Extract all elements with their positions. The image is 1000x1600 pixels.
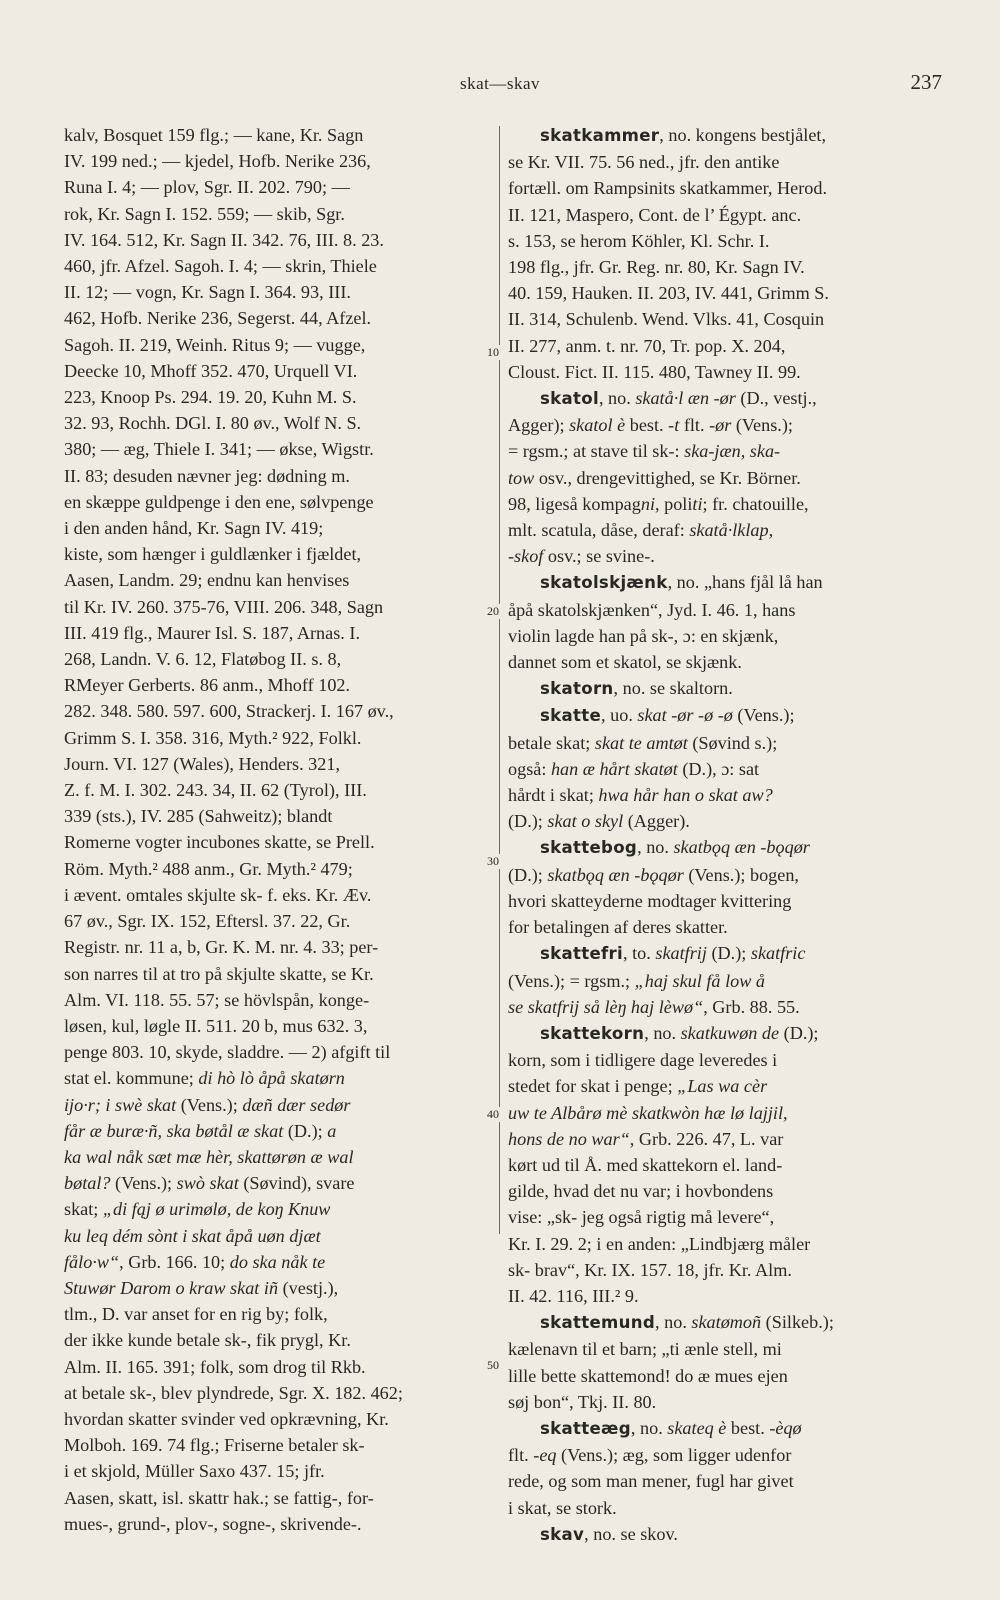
left_column-line — [64, 1170, 496, 1196]
dialect-form: skatå·lklap, — [689, 520, 774, 541]
line-text: , no. — [644, 1022, 681, 1043]
left_column-line — [64, 1327, 496, 1353]
dialect-form: skatømoñ — [691, 1312, 762, 1333]
right_column-line — [508, 359, 940, 385]
left_column-line — [64, 803, 496, 829]
right_column-line — [508, 1495, 940, 1521]
line-text: II. 42. 116, III.² 9. — [508, 1285, 639, 1306]
line-text: se Kr. VII. 75. 56 ned., jfr. den antike — [508, 152, 780, 173]
right_column-line — [508, 940, 940, 967]
right_column-line — [508, 1521, 940, 1548]
entry-headword: skatorn — [540, 679, 614, 699]
line-text: , uo. — [601, 705, 638, 726]
left_column-line — [64, 515, 496, 541]
line-text: (Agger). — [623, 811, 690, 832]
line-number: 30 — [487, 854, 499, 868]
right_column-line — [508, 1204, 940, 1230]
dialect-form: fålo·w“ — [64, 1251, 120, 1272]
line-text: II. 277, anm. t. nr. 70, Tr. pop. X. 204, — [508, 335, 786, 356]
right_column-line — [508, 1363, 940, 1389]
line-text: i et skjold, Müller Saxo 437. 15; jfr. — [64, 1461, 325, 1482]
line-text: (Vens.); — [110, 1173, 177, 1194]
left_column-line — [64, 1144, 496, 1170]
line-text: betale skat; — [508, 732, 595, 753]
right_column-line — [508, 914, 940, 940]
line-text: tlm., D. var anset for en rig by; folk, — [64, 1304, 328, 1325]
line-text: IV. 164. 512, Kr. Sagn II. 342. 76, III. 8. 23. — [64, 229, 384, 250]
line-text: Alm. VI. 118. 55. 57; se hövlspån, konge- — [64, 989, 370, 1010]
entry-headword: skatteæg — [540, 1418, 631, 1438]
right_column-line — [508, 149, 940, 175]
page-number: 237 — [910, 70, 942, 94]
entry-headword: skatolskjænk — [540, 573, 668, 593]
right_column-line — [508, 465, 940, 491]
right_column-line — [508, 438, 940, 464]
right_column-line — [508, 888, 940, 914]
line-text: Cloust. Fict. II. 115. 480, Tawney II. 99. — [508, 361, 801, 382]
dialect-form: se skatfrij så lèŋ haj lèwø“ — [508, 996, 704, 1017]
left_column-line — [64, 305, 496, 331]
dialect-form: hons de no war“ — [508, 1128, 630, 1149]
line-text: åpå skatolskjænken“, Jyd. I. 46. 1, hans — [508, 599, 796, 620]
line-text: i skat, se stork. — [508, 1497, 617, 1518]
entry-headword: skatte — [540, 706, 602, 726]
dialect-form: skatfrij — [655, 943, 707, 964]
right_column-line — [508, 1126, 940, 1152]
dialect-form: skatå·l æn -ør — [635, 388, 736, 409]
running-head: skat—skav — [459, 74, 541, 93]
dialect-form: ku leq dém sònt i skat åpå uøn djæt — [64, 1225, 321, 1246]
line-text: best. — [625, 415, 669, 436]
right_column-line — [508, 808, 940, 834]
line-text: vise: „sk- jeg også rigtig må levere“, — [508, 1207, 775, 1228]
left_column-line — [64, 1406, 496, 1432]
right_column-line — [508, 280, 940, 306]
line-text: (Søvind s.); — [687, 732, 778, 753]
left_column-line — [64, 777, 496, 803]
left_column-line — [64, 1458, 496, 1484]
dialect-form: uw te Albårø mè skatkwòn hæ lø lajjil, — [508, 1102, 788, 1123]
right_column-line — [508, 228, 940, 254]
column-divider — [499, 126, 500, 1234]
line-text: (Vens.); — [732, 705, 795, 726]
dialect-form: bøtal? — [64, 1173, 111, 1194]
right_column-line — [508, 968, 940, 994]
dialect-form: di hò lò åpå skatørn — [198, 1068, 345, 1089]
line-text: hvori skatteyderne modtager kvittering — [508, 890, 792, 911]
left_column-line — [64, 961, 496, 987]
line-text: Runa I. 4; — plov, Sgr. II. 202. 790; — — [64, 177, 350, 198]
entry-headword: skattemund — [540, 1313, 656, 1333]
line-text: Sagoh. II. 219, Weinh. Ritus 9; — vugge, — [64, 334, 366, 355]
left_column-line — [64, 410, 496, 436]
right-column — [508, 122, 940, 1548]
line-text: (vestj.), — [278, 1277, 339, 1298]
line-text: 462, Hofb. Nerike 236, Segerst. 44, Afzel. — [64, 308, 372, 329]
left_column-line — [64, 672, 496, 698]
line-text: der ikke kunde betale sk-, fik prygl, Kr. — [64, 1330, 351, 1351]
left_column-line — [64, 541, 496, 567]
dialect-form: skatkuwøn de — [680, 1022, 780, 1043]
left_column-line — [64, 122, 496, 148]
dialect-form: hwa hår han o skat aw? — [598, 785, 773, 806]
line-text: son narres til at tro på skjulte skatte, se Kr. — [64, 963, 374, 984]
right_column-line — [508, 543, 940, 569]
right_column-line — [508, 333, 940, 359]
line-text: (Vens.); = rgsm.; — [508, 970, 635, 991]
right_column-line — [508, 675, 940, 702]
right_column-line — [508, 1047, 940, 1073]
left_column-line — [64, 148, 496, 174]
dialect-form: ska-jæn, ska- — [684, 441, 781, 462]
line-text: , no. — [630, 1417, 668, 1438]
line-text: rok, Kr. Sagn I. 152. 559; — skib, Sgr. — [64, 203, 345, 224]
line-text: Grimm S. I. 358. 316, Myth.² 922, Folkl. — [64, 727, 362, 748]
right_column-line — [508, 649, 940, 675]
line-text: ; fr. chatouille, — [702, 493, 809, 514]
line-text: , no. se skaltorn. — [613, 678, 733, 699]
line-text: (D.); — [706, 943, 751, 964]
line-text: rede, og som man mener, fugl har givet — [508, 1471, 794, 1492]
left_column-line — [64, 201, 496, 227]
right_column-line — [508, 385, 940, 412]
line-text: , Grb. 88. 55. — [703, 996, 800, 1017]
line-text: (Vens.); æg, som ligger udenfor — [556, 1445, 792, 1466]
line-text: s. 153, se herom Köhler, Kl. Schr. I. — [508, 230, 770, 251]
line-text: hårdt i skat; — [508, 785, 599, 806]
line-text: 282. 348. 580. 597. 600, Strackerj. I. 167 øv., — [64, 701, 394, 722]
left_column-line — [64, 594, 496, 620]
right_column-line — [508, 862, 940, 888]
line-text: 98, ligeså kompag — [508, 493, 641, 514]
line-text: flt. — [679, 415, 710, 436]
line-text: , no. „hans fjål lå han — [667, 572, 823, 593]
left_column-line — [64, 698, 496, 724]
line-text: kiste, som hænger i guldlænker i fjældet, — [64, 544, 362, 565]
right_column-line — [508, 834, 940, 861]
dialect-form: „di fąj ø urimølø, de koŋ Knuw — [102, 1199, 331, 1220]
left_column-line — [64, 1432, 496, 1458]
dialect-form: skat -ør -ø -ø — [637, 705, 733, 726]
line-text: Röm. Myth.² 488 anm., Gr. Myth.² 479; — [64, 858, 353, 879]
line-text: Molboh. 169. 74 flg.; Friserne betaler sk- — [64, 1435, 365, 1456]
right_column-line — [508, 1073, 940, 1099]
line-text: Z. f. M. I. 302. 243. 34, II. 62 (Tyrol), III. — [64, 780, 367, 801]
dialect-form: ni — [640, 493, 656, 514]
left_column-line — [64, 987, 496, 1013]
right_column-line — [508, 756, 940, 782]
line-number: 20 — [487, 604, 499, 618]
dialect-form: a — [327, 1120, 337, 1141]
right_column-line — [508, 1283, 940, 1309]
line-text: kælenavn til et barn; „ti ænle stell, mi — [508, 1339, 782, 1360]
line-text: osv.; se svine-. — [543, 546, 655, 567]
line-text: (D.); — [508, 864, 548, 885]
entry-headword: skattefri — [540, 944, 624, 964]
line-text: (Silkeb.); — [761, 1312, 834, 1333]
entry-headword: skattekorn — [540, 1023, 645, 1043]
line-text: gilde, hvad det nu var; i hovbondens — [508, 1181, 774, 1202]
right_column-line — [508, 1442, 940, 1468]
left_column-line — [64, 1118, 496, 1144]
left_column-line — [64, 1511, 496, 1537]
left_column-line — [64, 384, 496, 410]
dialect-form: skatbǫq æn -bǫqør — [673, 837, 810, 858]
line-text: søj bon“, Tkj. II. 80. — [508, 1391, 657, 1412]
left_column-line — [64, 253, 496, 279]
line-number: 40 — [487, 1107, 499, 1121]
left_column-line — [64, 1354, 496, 1380]
line-text: Alm. II. 165. 391; folk, som drog til Rkb. — [64, 1356, 366, 1377]
left_column-line — [64, 1092, 496, 1118]
left_column-line — [64, 908, 496, 934]
left_column-line — [64, 1275, 496, 1301]
right_column-line — [508, 1100, 940, 1126]
line-text: , no. kongens bestjålet, — [659, 125, 826, 145]
right_column-line — [508, 517, 940, 543]
left_column-line — [64, 489, 496, 515]
line-text: 460, jfr. Afzel. Sagoh. I. 4; — skrin, Thiele — [64, 256, 377, 277]
left_column-line — [64, 1065, 496, 1091]
entry-headword: skattebog — [540, 838, 638, 858]
line-text: kørt ud til Å. med skattekorn el. land- — [508, 1154, 783, 1175]
line-text: mues-, grund-, plov-, sogne-, skrivende-. — [64, 1513, 362, 1534]
line-text: II. 12; — vogn, Kr. Sagn I. 364. 93, III. — [64, 282, 351, 303]
line-text: II. 83; desuden nævner jeg: dødning m. — [64, 465, 350, 486]
line-text: Journ. VI. 127 (Wales), Henders. 321, — [64, 753, 341, 774]
line-text: = rgsm.; at stave til sk-: — [508, 441, 685, 462]
line-text: Agger); — [508, 415, 570, 436]
line-text: 268, Landn. V. 6. 12, Flatøbog II. s. 8, — [64, 649, 342, 670]
line-text: i ævent. omtales skjulte sk- f. eks. Kr. Æv. — [64, 884, 372, 905]
line-text: løsen, kul, løgle II. 511. 20 b, mus 632. 3, — [64, 1015, 368, 1036]
left-column — [64, 122, 496, 1537]
line-text: RMeyer Gerberts. 86 anm., Mhoff 102. — [64, 675, 351, 696]
line-text: 380; — æg, Thiele I. 341; — økse, Wigstr. — [64, 439, 374, 460]
line-text: mlt. scatula, dåse, deraf: — [508, 520, 690, 541]
dialect-form: skatfric — [750, 943, 806, 964]
left_column-line — [64, 1249, 496, 1275]
left_column-line — [64, 1485, 496, 1511]
dialect-form: ti — [692, 493, 703, 514]
line-text: (D.); — [508, 811, 548, 832]
line-text: stedet for skat i penge; — [508, 1076, 678, 1097]
dialect-form: skat te amtøt — [594, 732, 688, 753]
right_column-line — [508, 254, 940, 280]
right_column-line — [508, 1389, 940, 1415]
left_column-line — [64, 725, 496, 751]
right_column-line — [508, 1178, 940, 1204]
line-text: (Vens.); — [731, 415, 793, 436]
right_column-line — [508, 1152, 940, 1178]
left_column-line — [64, 646, 496, 672]
line-number: 10 — [487, 345, 499, 359]
left_column-line — [64, 1301, 496, 1327]
left_column-line — [64, 436, 496, 462]
line-text: at betale sk-, blev plyndrede, Sgr. X. 182. 462; — [64, 1382, 403, 1403]
line-text: stat el. kommune; — [64, 1068, 199, 1089]
right_column-line — [508, 306, 940, 332]
left_column-line — [64, 620, 496, 646]
line-text: 223, Knoop Ps. 294. 19. 20, Kuhn M. S. — [64, 387, 357, 408]
line-number: 50 — [487, 1358, 499, 1372]
dialect-form: skat o skyl — [547, 811, 624, 832]
line-text: skat; — [64, 1199, 103, 1220]
line-text: , no. se skov. — [584, 1523, 678, 1544]
left_column-line — [64, 1039, 496, 1065]
left_column-line — [64, 1380, 496, 1406]
line-text: en skæppe guldpenge i den ene, sølvpenge — [64, 491, 374, 512]
dialect-form: skateq è — [667, 1417, 727, 1438]
line-text: Aasen, skatt, isl. skattr hak.; se fattig-, for- — [64, 1487, 374, 1508]
right_column-line — [508, 491, 940, 517]
right_column-line — [508, 994, 940, 1020]
left_column-line — [64, 1196, 496, 1222]
dialect-form: skatol è — [569, 415, 626, 436]
right_column-line — [508, 1257, 940, 1283]
line-text: , Grb. 166. 10; — [119, 1251, 230, 1272]
dialect-form: -skof — [508, 546, 544, 567]
entry-headword: skatkammer — [540, 126, 660, 145]
line-text: 67 øv., Sgr. IX. 152, Eftersl. 37. 22, Gr. — [64, 911, 351, 932]
dialect-form: dæñ dær sedør — [242, 1094, 351, 1115]
line-text: 339 (sts.), IV. 285 (Sahweitz); blandt — [64, 806, 333, 827]
line-text: (D.), ɔ: sat — [677, 758, 760, 779]
line-text: (D., vestj., — [735, 388, 817, 409]
line-text: IV. 199 ned.; — kjedel, Hofb. Nerike 236, — [64, 151, 371, 172]
line-text: (D.); — [779, 1022, 819, 1043]
right_column-line — [508, 1336, 940, 1362]
line-text: Romerne vogter incubones skatte, se Prell. — [64, 832, 375, 853]
line-text: sk- brav“, Kr. IX. 157. 18, jfr. Kr. Alm. — [508, 1259, 792, 1280]
line-text: , Grb. 226. 47, L. var — [629, 1128, 784, 1149]
right_column-line — [508, 702, 940, 729]
line-text: til Kr. IV. 260. 375-76, VIII. 206. 348, Sagn — [64, 596, 384, 617]
line-text: Registr. nr. 11 a, b, Gr. K. M. nr. 4. 33; per- — [64, 937, 379, 958]
left_column-line — [64, 751, 496, 777]
line-text: korn, som i tidligere dage leveredes i — [508, 1050, 778, 1071]
dialect-form: ka wal nåk sæt mæ hèr, skattørøn æ wal — [64, 1146, 354, 1167]
dialect-form: -eq — [533, 1445, 557, 1466]
line-text: III. 419 flg., Maurer Isl. S. 187, Arnas. I. — [64, 622, 360, 643]
right_column-line — [508, 202, 940, 228]
left_column-line — [64, 358, 496, 384]
left_column-line — [64, 1013, 496, 1039]
line-text: (Vens.); — [176, 1094, 243, 1115]
dialect-form: han æ hårt skatøt — [550, 758, 678, 779]
line-text: best. — [726, 1417, 770, 1438]
dialect-form: Stuwør Darom o kraw skat iñ — [64, 1277, 279, 1298]
dialect-form: -èqø — [769, 1417, 802, 1438]
dialect-form: „haj skul få low å — [634, 970, 765, 991]
right_column-line — [508, 730, 940, 756]
line-text: i den anden hånd, Kr. Sagn IV. 419; — [64, 518, 324, 539]
line-text: dannet som et skatol, se skjænk. — [508, 652, 742, 673]
line-text: for betalingen af deres skatter. — [508, 917, 728, 938]
line-text: 198 flg., jfr. Gr. Reg. nr. 80, Kr. Sagn IV. — [508, 257, 805, 278]
left_column-line — [64, 829, 496, 855]
left_column-line — [64, 882, 496, 908]
left_column-line — [64, 934, 496, 960]
dialect-form: skatbǫq æn -bǫqør — [547, 864, 684, 885]
line-text: Kr. I. 29. 2; i en anden: „Lindbjærg måler — [508, 1233, 811, 1254]
right_column-line — [508, 1231, 940, 1257]
line-text: hvordan skatter svinder ved opkrævning, Kr. — [64, 1408, 389, 1429]
line-text: penge 803. 10, skyde, sladdre. — 2) afgift til — [64, 1042, 391, 1063]
right_column-line — [508, 597, 940, 623]
line-text: fortæll. om Rampsinits skatkammer, Herod. — [508, 178, 828, 199]
right_column-line — [508, 1468, 940, 1494]
right_column-line — [508, 623, 940, 649]
line-text: , poli — [655, 493, 693, 514]
dialect-form: „Las wa cèr — [677, 1076, 768, 1097]
right_column-line — [508, 122, 940, 149]
line-text: , to. — [623, 943, 656, 964]
dialect-form: -t — [668, 415, 680, 436]
dialect-form: swò skat — [176, 1173, 239, 1194]
left_column-line — [64, 332, 496, 358]
left_column-line — [64, 567, 496, 593]
left_column-line — [64, 174, 496, 200]
entry-headword: skav — [540, 1524, 585, 1544]
line-text: Aasen, Landm. 29; endnu kan henvises — [64, 570, 350, 591]
right_column-line — [508, 1415, 940, 1442]
left_column-line — [64, 227, 496, 253]
line-text: 32. 93, Rochh. DGl. I. 80 øv., Wolf N. S. — [64, 413, 362, 434]
dialect-form: tow — [508, 467, 535, 488]
line-text: violin lagde han på sk-, ɔ: en skjænk, — [508, 625, 779, 646]
line-text: II. 121, Maspero, Cont. de l’ Égypt. anc. — [508, 204, 802, 225]
line-text: (Søvind), svare — [238, 1173, 355, 1194]
line-text: (Vens.); bogen, — [683, 864, 799, 885]
line-text: , no. — [598, 388, 636, 409]
left_column-line — [64, 279, 496, 305]
dialect-form: -ør — [709, 415, 732, 436]
line-text: 40. 159, Hauken. II. 203, IV. 441, Grimm S. — [508, 283, 829, 304]
dialect-form: får æ buræ·ñ, ska bøtål æ skat — [64, 1120, 284, 1141]
line-text: osv., drengevittighed, se Kr. Börner. — [534, 467, 801, 488]
right_column-line — [508, 1020, 940, 1047]
line-text: også: — [508, 758, 551, 779]
right_column-line — [508, 782, 940, 808]
line-text: , no. — [655, 1312, 692, 1333]
left_column-line — [64, 463, 496, 489]
entry-headword: skatol — [540, 389, 599, 409]
right_column-line — [508, 412, 940, 438]
left_column-line — [64, 1223, 496, 1249]
dialect-form: do ska nåk te — [229, 1251, 326, 1272]
line-text: Deecke 10, Mhoff 352. 470, Urquell VI. — [64, 360, 358, 381]
dialect-form: ijo·r; i swè skat — [64, 1094, 177, 1115]
line-text: lille bette skattemond! do æ mues ejen — [508, 1365, 788, 1386]
line-text: , no. — [637, 837, 674, 858]
line-text: kalv, Bosquet 159 flg.; — kane, Kr. Sagn — [64, 125, 364, 145]
line-text: II. 314, Schulenb. Wend. Vlks. 41, Cosquin — [508, 309, 825, 330]
right_column-line — [508, 175, 940, 201]
right_column-line — [508, 569, 940, 596]
left_column-line — [64, 856, 496, 882]
line-text: flt. — [508, 1445, 534, 1466]
right_column-line — [508, 1309, 940, 1336]
line-text: (D.); — [283, 1120, 328, 1141]
